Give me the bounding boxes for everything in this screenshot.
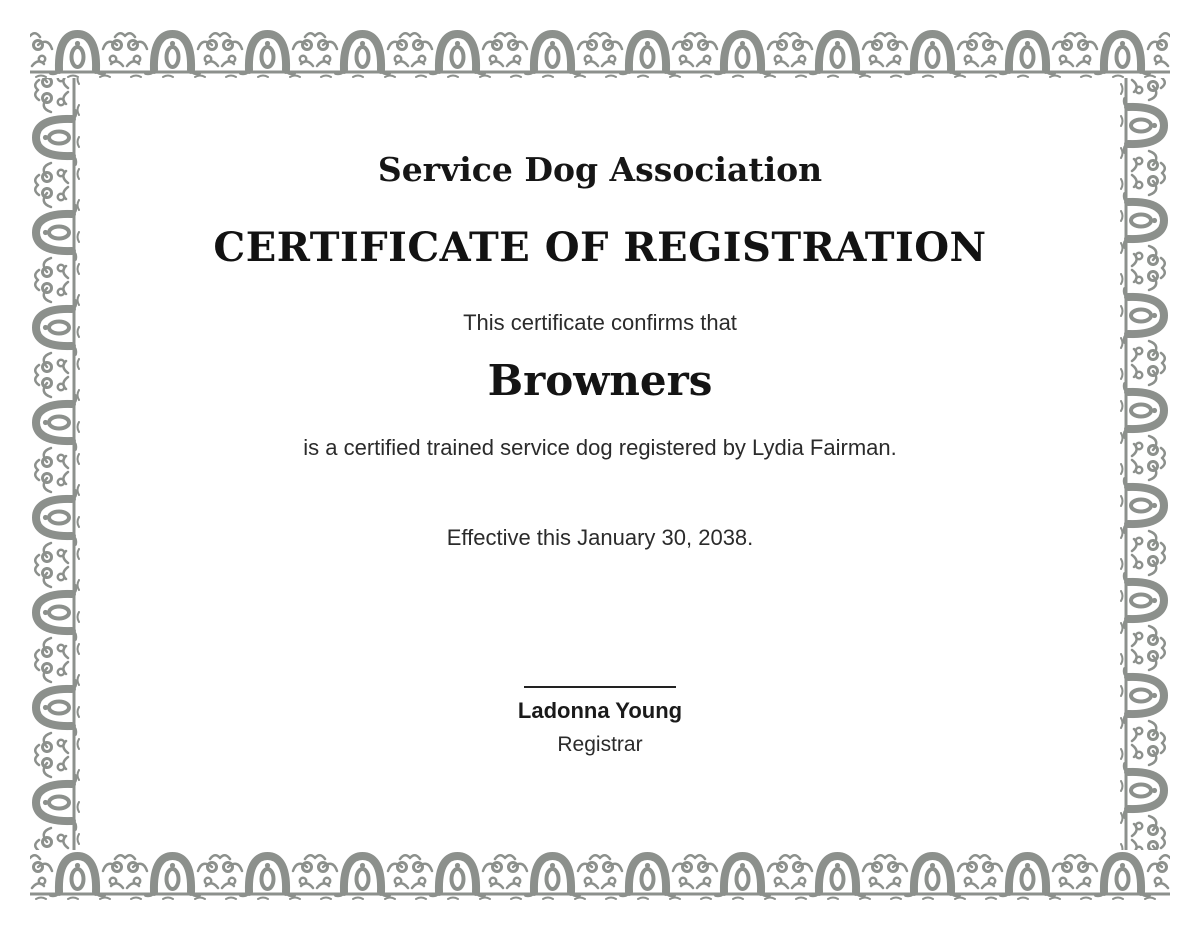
signatory-role: Registrar: [557, 733, 643, 756]
signatory-name: Ladonna Young: [517, 698, 683, 723]
recipient-name: Browners: [487, 356, 713, 405]
effective-date-line: Effective this January 30, 2038.: [446, 525, 754, 550]
signature-line: [524, 686, 676, 688]
certificate-content: [90, 88, 1110, 839]
certificate-title: CERTIFICATE OF REGISTRATION: [213, 224, 987, 271]
intro-line: This certificate confirms that: [463, 310, 737, 335]
organization-title: Service Dog Association: [377, 150, 823, 189]
statement-line: is a certified trained service dog registered by Lydia Fairman.: [303, 435, 897, 460]
